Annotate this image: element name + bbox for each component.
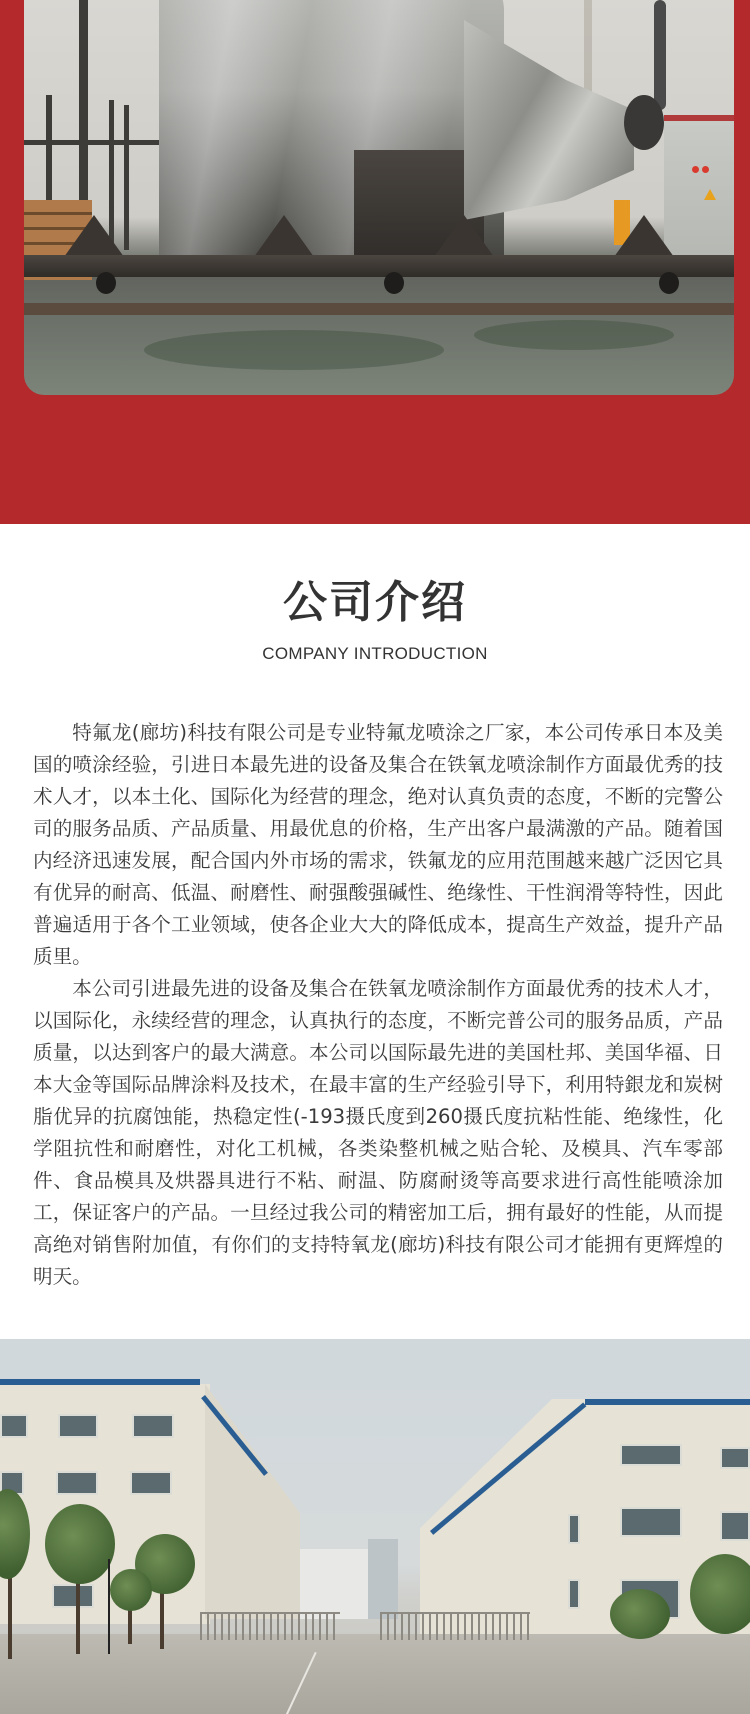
tank-cone <box>464 20 634 220</box>
window <box>620 1444 682 1466</box>
street-lamp <box>108 1559 110 1654</box>
indicator-lamp <box>702 166 709 173</box>
floor-rail <box>24 303 734 315</box>
section-title: 公司介绍 <box>283 577 467 628</box>
window <box>132 1414 174 1438</box>
roof-trim <box>0 1379 200 1385</box>
frame-leg <box>254 215 314 257</box>
rack-bar <box>124 105 129 250</box>
courtyard-ground <box>0 1634 750 1714</box>
hero-banner <box>0 0 750 524</box>
factory-photo <box>0 1339 750 1714</box>
window <box>0 1414 28 1438</box>
sliding-gate <box>380 1612 530 1640</box>
cart-wheel <box>659 272 679 294</box>
distant-building <box>368 1539 398 1619</box>
roof-trim <box>585 1399 750 1405</box>
window <box>52 1584 94 1608</box>
intro-paragraph: 本公司引进最先进的设备及集合在铁氧龙喷涂制作方面最优秀的技术人才，以国际化，永续经营的理念，认真执行的态度，不断完普公司的服务品质，产品质量，以达到客户的最大满意。本公司以国际最先进的美国杜邦、美国华福、日本大金等国际品牌涂料及技术，在最丰富的生产经验引导下，利用特銀龙和炭树脂优异的抗腐蚀能，热稳定性(-193摄氏度到260摄氏度抗粘性能、绝缘性，化学阻抗性和耐磨性，对化工机械，各类染整机械之贴合轮、及模具、汽车零部件、食品模具及烘器具进行不粘、耐温、防腐耐烫等高要求进行高性能喷涂加工，保证客户的产品。一旦经过我公司的精密加工后，拥有最好的性能，从而提高绝对销售附加值，有你们的支持特氧龙(廊坊)科技有限公司才能拥有更辉煌的明天。 <box>33 977 723 1288</box>
steel-frame-cart <box>24 255 734 277</box>
window <box>720 1511 750 1541</box>
window <box>130 1471 172 1495</box>
rack-bar <box>24 140 159 145</box>
tank-nozzle <box>624 95 664 150</box>
window <box>568 1579 580 1609</box>
intro-paragraph: 特氟龙(廊坊)科技有限公司是专业特氟龙喷涂之厂家，本公司传承日本及美国的喷涂经验，引进日本最先进的设备及集合在铁氧龙喷涂制作方面最优秀的技术人才，以本土化、国际化为经营的理念，绝对认真负责的态度，不断的完警公司的服务品质、产品质量、用最优息的价格，生产出客户最满激的产品。随着国内经济迅速发展，配合国内外市场的需求，铁氟龙的应用范围越来越广泛因它具有优异的耐高、低温、耐磨性、耐强酸强碱性、绝缘性、干性润滑等特性，因此普遍适用于各个工业领域，使各企业大大的降低成本，提高生产效益，提升产品质里。 <box>33 721 723 968</box>
tree <box>45 1504 115 1584</box>
intro-body <box>33 717 723 1293</box>
floor-stain <box>474 320 674 350</box>
cart-wheel <box>384 272 404 294</box>
window <box>620 1507 682 1537</box>
tree <box>110 1569 152 1611</box>
frame-leg <box>64 215 124 257</box>
cable <box>654 0 666 110</box>
window <box>56 1471 98 1495</box>
frame-leg <box>434 215 494 257</box>
control-cabinet <box>664 115 734 255</box>
indicator-lamp <box>692 166 699 173</box>
section-subtitle: COMPANY INTRODUCTION <box>262 644 488 663</box>
floor-stain <box>144 330 444 370</box>
window <box>568 1514 580 1544</box>
warning-sign-icon <box>704 189 716 200</box>
equipment-photo <box>24 0 734 395</box>
sliding-gate <box>200 1612 340 1640</box>
frame-leg <box>614 215 674 257</box>
window <box>720 1447 750 1469</box>
shrub <box>610 1589 670 1639</box>
distant-building <box>300 1549 370 1619</box>
window <box>58 1414 98 1438</box>
cart-wheel <box>96 272 116 294</box>
